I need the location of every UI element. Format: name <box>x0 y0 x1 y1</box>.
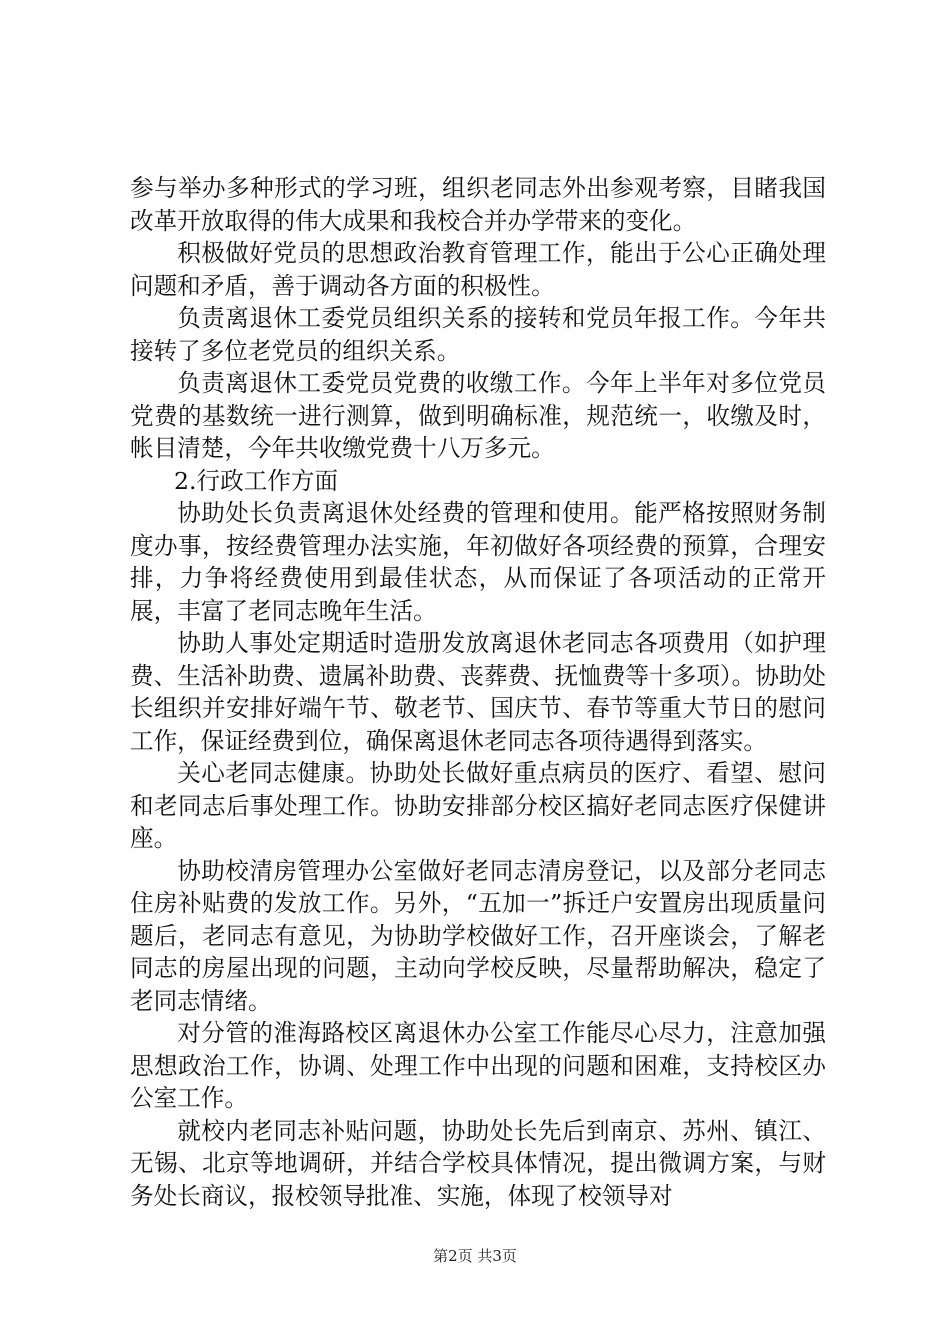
paragraph-10: 就校内老同志补贴问题，协助处长先后到南京、苏州、镇江、无锡、北京等地调研，并结合学校具体情况，提出微调方案，与财务处长商议，报校领导批准、实施，体现了校领导对 <box>130 1116 826 1210</box>
paragraph-8: 协助校清房管理办公室做好老同志清房登记，以及部分老同志住房补贴费的发放工作。另外，“五加一”拆迁户安置房出现质量问题后，老同志有意见，为协助学校做好工作，召开座谈会，了解老同志的房屋出现的问题，主动向学校反映，尽量帮助解决，稳定了老同志情绪。 <box>130 856 826 1015</box>
section-heading: 2.行政工作方面 <box>174 466 339 495</box>
paragraph-3: 负责离退休工委党员党费的收缴工作。今年上半年对多位党员党费的基数统一进行测算，做到明确标准，规范统一，收缴及时，帐目清楚，今年共收缴党费十八万多元。 <box>130 369 826 462</box>
paragraph-1: 积极做好党员的思想政治教育管理工作，能出于公心正确处理问题和矛盾，善于调动各方面的积极性。 <box>130 239 826 300</box>
paragraph-5: 协助处长负责离退休处经费的管理和使用。能严格按照财务制度办事，按经费管理办法实施，年初做好各项经费的预算，合理安排，力争将经费使用到最佳状态，从而保证了各项活动的正常开展，丰富了老同志晚年生活。 <box>130 499 826 625</box>
paragraph-9: 对分管的淮海路校区离退休办公室工作能尽心尽力，注意加强思想政治工作，协调、处理工作中出现的问题和困难，支持校区办公室工作。 <box>130 1019 826 1112</box>
page-footer <box>0 1245 950 1266</box>
page-number: 第2页 共3页 <box>433 1247 517 1265</box>
paragraph-0: 参与举办多种形式的学习班，组织老同志外出参观考察，目睹我国改革开放取得的伟大成果和我校合并办学带来的变化。 <box>130 174 826 235</box>
paragraph-7: 关心老同志健康。协助处长做好重点病员的医疗、看望、慰问和老同志后事处理工作。协助安排部分校区搞好老同志医疗保健讲座。 <box>130 759 826 852</box>
paragraph-6: 协助人事处定期适时造册发放离退休老同志各项费用（如护理费、生活补助费、遗属补助费、丧葬费、抚恤费等十多项）。协助处长组织并安排好端午节、敬老节、国庆节、春节等重大节日的慰问工作，保证经费到位，确保离退休老同志各项待遇得到落实。 <box>130 629 827 755</box>
document-body <box>130 172 826 1212</box>
paragraph-2: 负责离退休工委党员组织关系的接转和党员年报工作。今年共接转了多位老党员的组织关系。 <box>130 304 826 365</box>
